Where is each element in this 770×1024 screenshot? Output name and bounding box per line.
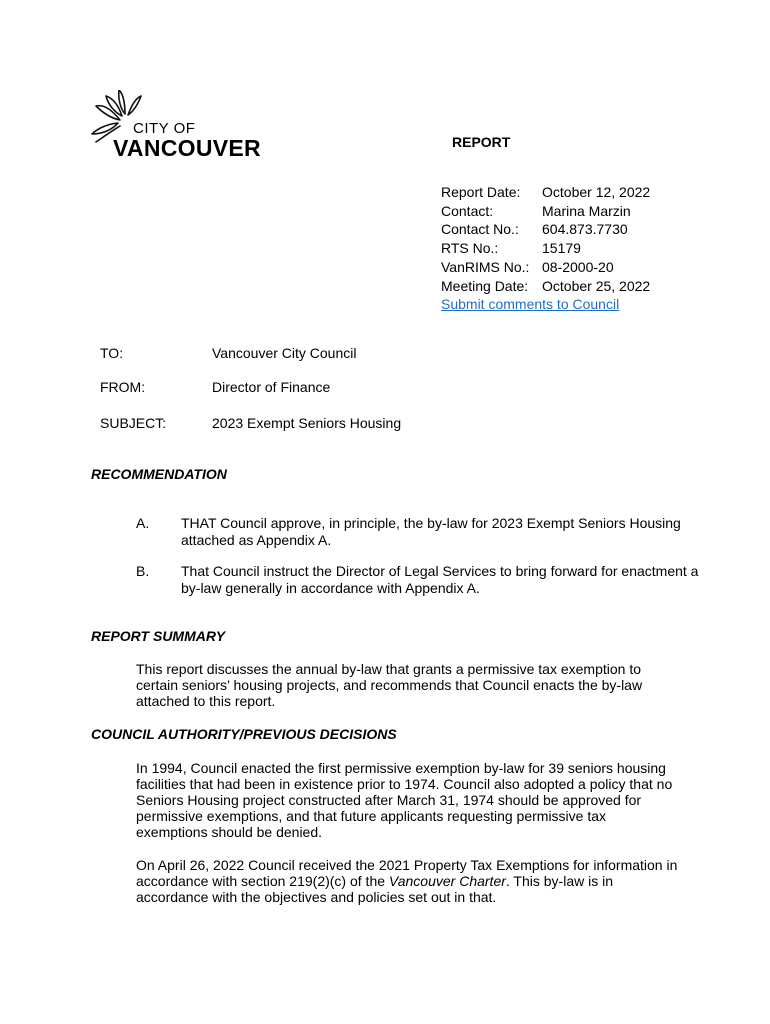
- meta-label: Meeting Date:: [441, 277, 529, 294]
- meta-value: October 25, 2022: [542, 277, 651, 294]
- council-authority-para-1: In 1994, Council enacted the first permissive exemption by-law for 39 seniors housing facilities that had been in existence prior to 1974. Council also adopted a policy that no Seniors Housing project constructed after March 31, 1974 should be approved for permissive exemptions, and that future applicants requesting permissive tax exemptions should be denied.: [136, 760, 673, 840]
- meta-contact-no: [441, 220, 650, 239]
- logo-vancouver-text: VANCOUVER: [113, 135, 261, 161]
- recommendation-b-letter: B.: [136, 563, 150, 579]
- meta-rts-no: [441, 239, 650, 258]
- para-2-end: . This by-law is in accordance with the objectives and policies set out in that.: [136, 873, 613, 905]
- meta-label: Contact No.:: [441, 221, 519, 238]
- to-label: TO:: [100, 345, 124, 361]
- meta-value: Marina Marzin: [542, 202, 631, 219]
- meta-vanrims-no: [441, 258, 650, 277]
- recommendation-heading: RECOMMENDATION: [91, 466, 227, 482]
- address-subject: [100, 415, 401, 431]
- meta-value: 604.873.7730: [542, 221, 628, 238]
- meta-meeting-date: [441, 277, 650, 296]
- from-label: FROM:: [100, 379, 146, 395]
- report-summary-heading: REPORT SUMMARY: [91, 628, 226, 644]
- meta-report-date: [441, 183, 650, 202]
- subject-value: 2023 Exempt Seniors Housing: [212, 415, 402, 431]
- meta-label: VanRIMS No.:: [441, 258, 530, 275]
- meta-value: 08-2000-20: [542, 258, 614, 275]
- subject-label: SUBJECT:: [100, 415, 167, 431]
- meta-contact: [441, 202, 650, 221]
- meta-label: Report Date:: [441, 184, 521, 200]
- from-value: Director of Finance: [212, 379, 331, 395]
- recommendation-a-text: THAT Council approve, in principle, the by-law for 2023 Exempt Seniors Housing attached as Appendix A.: [181, 515, 681, 548]
- submit-comments-link[interactable]: Submit comments to Council: [441, 296, 620, 313]
- meta-label: RTS No.:: [441, 240, 499, 257]
- meta-value: 15179: [542, 240, 581, 257]
- logo-city-of-text: CITY OF: [133, 120, 196, 137]
- report-summary-text: This report discusses the annual by-law that grants a permissive tax exemption to certain seniors’ housing projects, and recommends that Council enacts the by-law attached to this report.: [136, 661, 643, 709]
- recommendation-b-text: That Council instruct the Director of Legal Services to bring forward for enactment a by-law generally in accordance with Appendix A.: [181, 563, 699, 596]
- council-authority-para-2: [136, 857, 681, 905]
- to-value: Vancouver City Council: [212, 345, 357, 361]
- meta-label: Contact:: [441, 202, 494, 219]
- address-from: [100, 379, 330, 395]
- recommendation-a-letter: A.: [136, 515, 150, 531]
- meta-value: October 12, 2022: [542, 184, 651, 200]
- meta-submit-row: [441, 295, 650, 314]
- para-2-start: On April 26, 2022 Council received the 2021 Property Tax Exemptions for information in accordance with section 219(2)(c) of the: [136, 857, 678, 889]
- report-metadata: [441, 183, 650, 314]
- report-title: REPORT: [452, 134, 511, 150]
- council-authority-heading: COUNCIL AUTHORITY/PREVIOUS DECISIONS: [91, 726, 397, 742]
- address-to: [100, 345, 356, 361]
- vancouver-charter-italic: Vancouver Charter: [388, 873, 506, 889]
